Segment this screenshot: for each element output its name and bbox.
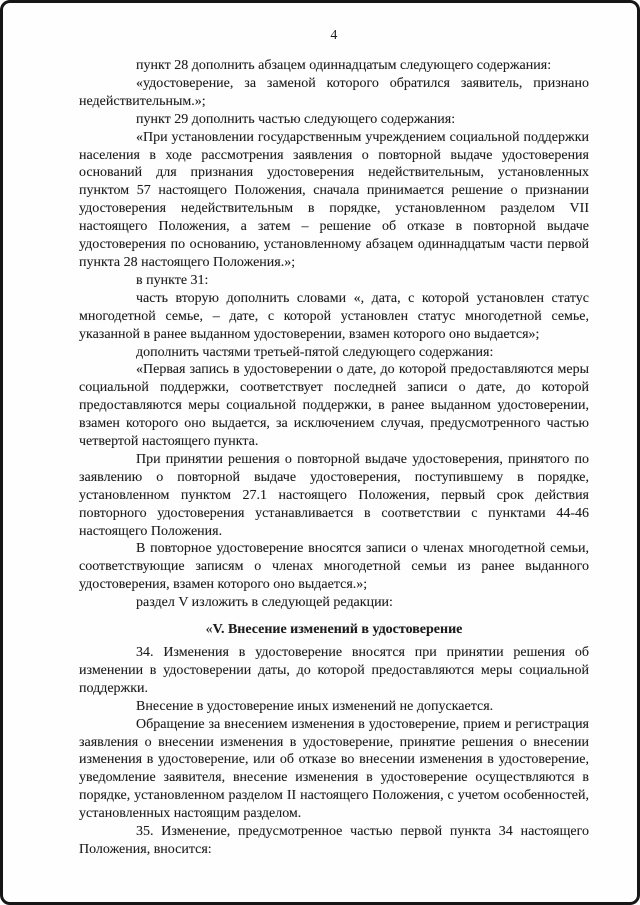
paragraph: часть вторую дополнить словами «, дата, с которой установлен статус многодетной семье, – дате, с которой установлен статус многодетной семье, указанной в ранее выданном удостоверении, взамен которого оно выдается»; [79,290,589,342]
heading-text: V. Внесение изменений в удостоверение [212,622,463,638]
page-number: 4 [330,28,338,43]
paragraph: 35. Изменение, предусмотренное частью первой пункта 34 настоящего Положения, вносится: [79,824,589,857]
paragraph: «удостоверение, за заменой которого обратился заявитель, признано недействительным.»; [79,75,589,109]
paragraph: раздел V изложить в следующей редакции: [136,595,393,611]
paragraph: В повторное удостоверение вносятся записи о членах многодетной семьи, соответствующие записям о членах многодетной семьи из ранее выданного удостоверения, взамен которого оно выдается.»; [79,541,589,593]
paragraph: дополнить частями третьей-пятой следующего содержания: [136,344,494,360]
paragraph: 34. Изменения в удостоверение вносятся при принятии решения об изменении в удостоверении даты, до которой предоставляются меры социальной поддержки. [79,645,589,696]
paragraph: «Первая запись в удостоверении о дате, до которой предоставляются меры социальной поддержки, соответствует последней записи о дате, до которой предоставляются меры социальной поддержки, в ранее выданном удостоверении, взамен которого оно выдается, за исключением случая, предусмотренного частью четвертой настоящего пункта. [79,362,589,450]
paragraph: При принятии решения о повторной выдаче удостоверения, принятого по заявлению о повторной выдаче удостоверения, поступившему в порядке, установленном пунктом 27.1 настоящего Положения, первый срок действия повторного удостоверения устанавливается в соответствии с пунктами 44-46 настоящего Положения. [79,451,589,539]
heading-quote-mark: « [205,622,213,638]
paragraph: пункт 28 дополнить абзацем одиннадцатым следующего содержания: [136,58,552,73]
paragraph: «При установлении государственным учреждением социальной поддержки населения в ходе рассмотрения заявления о повторной выдаче удостоверения оснований для признания удостоверения недействительным, установленных пунктом 57 настоящего Положения, сначала принимается решение о признании удостоверения недействительным в порядке, установленном разделом VII настоящего Положения, а затем – решение об отказе в повторной выдаче удостоверения по основанию, установленному абзацем одиннадцатым части первой пункта 28 настоящего Положения.»; [79,129,589,270]
paragraph: Обращение за внесением изменения в удостоверение, прием и регистрация заявления о внесении изменения в удостоверение, принятие решения о внесении изменения в удостоверение, или об отказе во внесении изменения в удостоверение, уведомление заявителя, внесение изменения в удостоверение осуществляются в порядке, установленном разделом II настоящего Положения, с учетом особенностей, установленных настоящим разделом. [79,716,589,822]
paragraph: Внесение в удостоверение иных изменений не допускается. [136,698,494,714]
section-heading [79,621,589,639]
document-body [79,57,589,859]
paragraph: в пункте 31: [136,272,209,288]
paragraph: пункт 29 дополнить частью следующего содержания: [136,111,456,127]
